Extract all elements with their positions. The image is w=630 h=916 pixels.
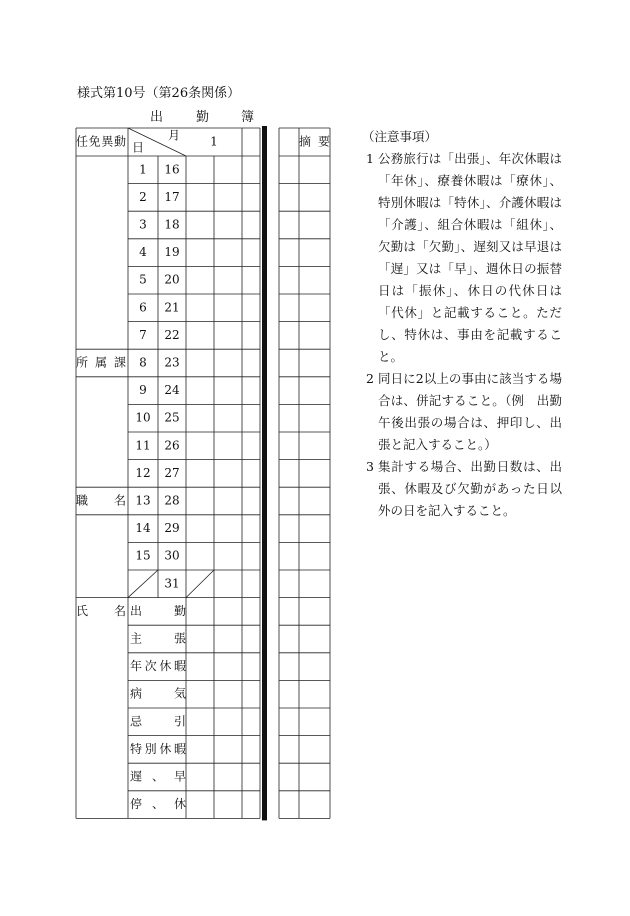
summary-row-label: 停 <box>129 797 143 812</box>
header-remarks: 摘 <box>298 134 312 149</box>
summary-row-label: 特 <box>129 741 143 756</box>
day-number: 2 <box>139 189 147 204</box>
day-number: 25 <box>164 410 180 425</box>
note-item <box>362 368 562 456</box>
header-month-label: 月 <box>167 128 181 143</box>
day-number: 29 <box>164 521 180 536</box>
day-number: 31 <box>164 576 180 591</box>
summary-row-label: 休 <box>173 797 187 812</box>
note-item <box>362 148 562 368</box>
summary-row-label: 気 <box>173 686 187 701</box>
day-number: 5 <box>139 272 147 287</box>
day-number: 15 <box>135 548 151 563</box>
summary-row-label: 早 <box>173 769 187 784</box>
day-number: 6 <box>139 300 147 315</box>
day-number: 18 <box>164 217 180 232</box>
day-number: 22 <box>164 327 180 342</box>
note-number: 3 <box>366 459 374 474</box>
summary-row-label: 年 <box>129 659 143 674</box>
ledger-grid-lines <box>76 128 330 818</box>
day-number: 30 <box>164 548 180 563</box>
label-division: 属 <box>94 355 108 370</box>
summary-row-label: 暇 <box>173 741 187 756</box>
empty-cell-slash <box>128 570 158 598</box>
summary-row-label: 、 <box>151 797 165 812</box>
day-number: 26 <box>164 438 180 453</box>
day-number: 21 <box>164 300 180 315</box>
header-appointment-change: 異 <box>101 134 114 149</box>
note-item <box>362 456 562 522</box>
summary-row-label: 忌 <box>129 714 143 729</box>
header-appointment-change: 免 <box>88 134 101 149</box>
header-appointment-change: 動 <box>113 134 127 149</box>
header-remarks: 要 <box>317 134 331 149</box>
note-number: 2 <box>366 371 374 386</box>
note-number: 1 <box>366 151 374 166</box>
day-number: 27 <box>164 465 180 480</box>
summary-row-label: 暇 <box>173 659 187 674</box>
summary-row-label: 主 <box>129 631 143 646</box>
day-number: 17 <box>164 189 180 204</box>
form-title-char-2: 勤 <box>196 110 210 125</box>
day-number: 12 <box>135 465 151 480</box>
form-number-header: 様式第10号（第26条関係） <box>77 86 241 101</box>
summary-row-label: 次 <box>144 659 157 674</box>
empty-cell-slash <box>186 570 214 598</box>
heavy-separator-bar <box>262 126 267 820</box>
form-title-char-1: 出 <box>150 110 164 125</box>
day-number: 16 <box>164 162 180 177</box>
header-day-label: 日 <box>131 140 145 155</box>
summary-row-label: 遅 <box>129 769 143 784</box>
day-number: 19 <box>164 245 180 260</box>
note-text: 集計する場合、出勤日数は、出張、休暇及び欠勤があった日以外の日を記入すること。 <box>378 459 562 518</box>
summary-row-label: 出 <box>129 603 143 618</box>
day-number: 20 <box>164 272 180 287</box>
label-name: 名 <box>113 603 127 618</box>
summary-row-label: 休 <box>159 659 172 674</box>
day-number: 24 <box>164 383 180 398</box>
day-number: 8 <box>139 355 147 370</box>
summary-row-label: 休 <box>159 741 172 756</box>
label-job-title: 名 <box>113 493 127 508</box>
summary-row-label: 、 <box>151 769 165 784</box>
notes-heading: （注意事項） <box>362 129 438 144</box>
label-division: 課 <box>113 355 127 370</box>
ledger-text <box>76 129 330 812</box>
day-number: 11 <box>135 438 151 453</box>
day-number: 23 <box>164 355 180 370</box>
summary-row-label: 別 <box>144 741 157 756</box>
label-name: 氏 <box>75 603 89 618</box>
day-number: 10 <box>135 410 151 425</box>
day-number: 28 <box>164 493 180 508</box>
day-number: 14 <box>135 521 151 536</box>
summary-row-label: 勤 <box>173 603 187 618</box>
day-number: 1 <box>139 162 147 177</box>
note-text: 同日に2以上の事由に該当する場合は、併記すること。（例 出勤午後出張の場合は、押印し、出張と記入すること。） <box>378 371 562 452</box>
header-month-value: 1 <box>210 134 218 149</box>
label-job-title: 職 <box>75 493 89 508</box>
label-division: 所 <box>75 355 89 370</box>
day-number: 13 <box>135 493 151 508</box>
ledger-separator-bars <box>262 126 267 820</box>
form-title-char-3: 簿 <box>241 110 255 125</box>
notes-panel <box>362 126 562 522</box>
day-number: 3 <box>139 217 147 232</box>
day-number: 4 <box>139 245 147 260</box>
day-number: 7 <box>139 327 147 342</box>
note-text: 公務旅行は「出張」、年次休暇は「年休」、療養休暇は「療休」、特別休暇は「特休」、介護休暇は「介護」、組合休暇は「組休」、欠勤は「欠勤」、遅刻又は早退は「遅」又は「早」、週休日の振替日は「振休」、休日の代休日は「代休」と記載すること。ただし、特休は、事由を記載すること。 <box>378 151 562 364</box>
header-appointment-change: 任 <box>75 134 89 149</box>
summary-row-label: 張 <box>173 631 187 646</box>
summary-row-label: 引 <box>173 714 187 729</box>
day-number: 9 <box>139 383 147 398</box>
summary-row-label: 病 <box>129 686 143 701</box>
